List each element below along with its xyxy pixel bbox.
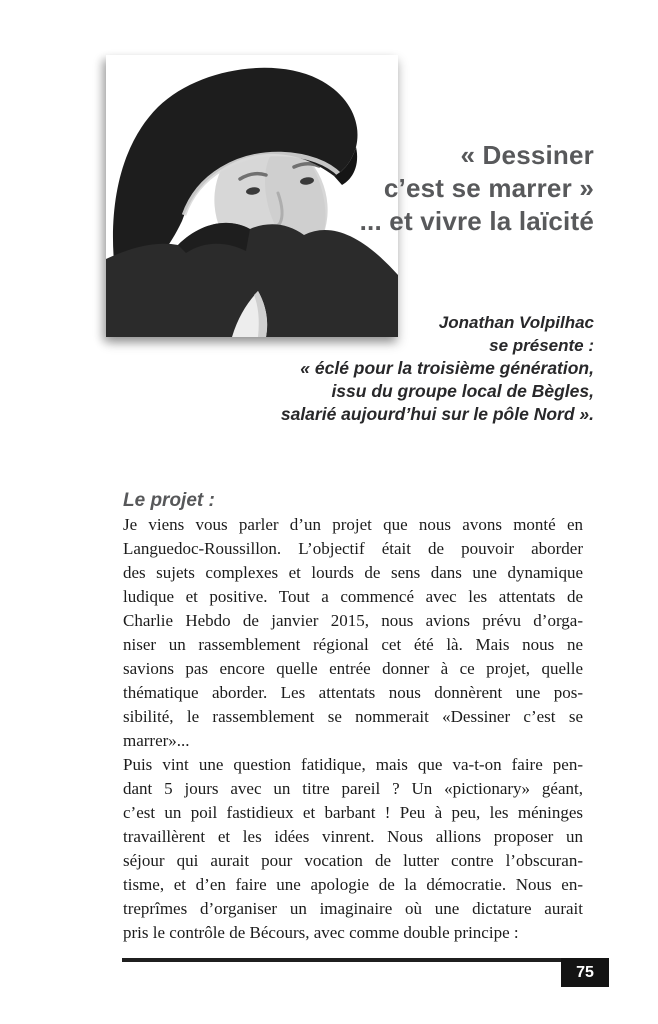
page-number: 75 xyxy=(576,963,594,981)
text-line: treprîmes d’organiser un imaginaire où une dictature aurait xyxy=(123,899,583,918)
byline-quote-line: salarié aujourd’hui sur le pôle Nord ». xyxy=(280,404,594,424)
byline-quote xyxy=(281,357,594,426)
byline-name: Jonathan Volpilhac xyxy=(438,313,594,332)
title-line: c’est se marrer » xyxy=(383,173,594,203)
article-title xyxy=(360,139,594,238)
footer-rule xyxy=(122,958,561,962)
portrait-illustration xyxy=(106,55,398,337)
text-line: ludique et positive. Tout a commencé avec les attentats de xyxy=(123,587,583,606)
paragraph xyxy=(123,513,583,753)
article-heading: Le projet : xyxy=(123,490,215,511)
paragraph xyxy=(123,753,583,945)
text-line: travaillèrent et les idées vinrent. Nous allions proposer un xyxy=(123,827,583,846)
title-line: ... et vivre la laïcité xyxy=(359,206,594,236)
text-line: marrer»... xyxy=(123,731,190,750)
text-line: niser un rassemblement régional cet été là. Mais nous ne xyxy=(123,635,583,654)
text-line: Languedoc-Roussillon. L’objectif était de pouvoir aborder xyxy=(123,539,583,558)
byline-quote-line: issu du groupe local de Bègles, xyxy=(331,381,594,401)
text-line: séjour qui aurait pour vocation de lutter contre l’obscuran- xyxy=(123,851,583,870)
byline-quote-line: « éclé pour la troisième génération, xyxy=(300,358,594,378)
text-line: pris le contrôle de Bécours, avec comme double principe : xyxy=(123,923,519,942)
text-line: Puis vint une question fatidique, mais que va-t-on faire pen- xyxy=(123,755,583,774)
text-line: thématique aborder. Les attentats nous donnèrent une pos- xyxy=(123,683,583,702)
text-line: des sujets complexes et lourds de sens dans une dynamique xyxy=(123,563,583,582)
article-body xyxy=(123,489,583,945)
text-line: savions pas encore quelle entrée donner à ce projet, quelle xyxy=(123,659,583,678)
portrait-photo xyxy=(106,55,398,337)
text-line: Charlie Hebdo de janvier 2015, nous avions prévu d’orga- xyxy=(123,611,583,630)
page-number-badge xyxy=(561,958,609,987)
text-line: Je viens vous parler d’un projet que nous avons monté en xyxy=(123,515,583,534)
byline xyxy=(281,311,594,426)
byline-intro: se présente : xyxy=(489,336,594,355)
text-line: sibilité, le rassemblement se nommerait «Dessiner c’est se xyxy=(123,707,583,726)
text-line: dant 5 jours avec un titre pareil ? Un «pictionary» géant, xyxy=(123,779,583,798)
title-line: « Dessiner xyxy=(460,140,594,170)
text-line: tisme, et d’en faire une apologie de la démocratie. Nous en- xyxy=(123,875,583,894)
text-line: c’est un poil fastidieux et barbant ! Peu à peu, les méninges xyxy=(123,803,583,822)
